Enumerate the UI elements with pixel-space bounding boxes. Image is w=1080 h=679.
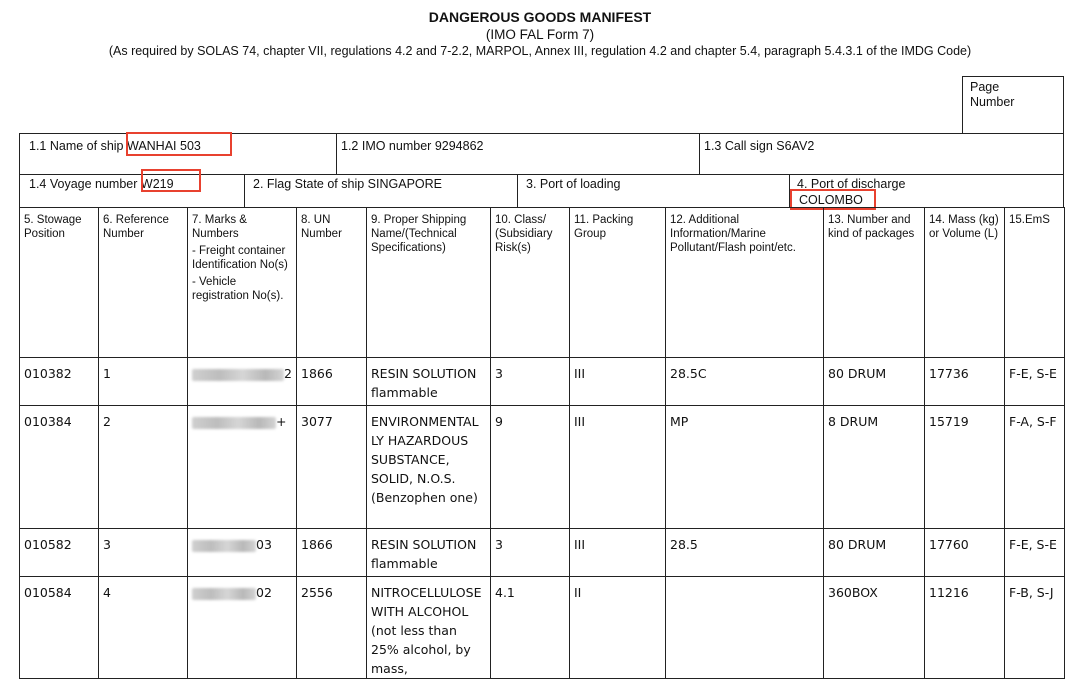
un-cell: 2556 xyxy=(297,577,367,679)
col-header-packing-group: 11. Packing Group xyxy=(570,208,666,358)
marks-cell xyxy=(188,406,297,529)
shipping-name-cell: RESIN SOLUTION flammable xyxy=(367,358,491,406)
port-discharge-value: COLOMBO xyxy=(799,193,863,207)
packing-group-cell: II xyxy=(570,577,666,679)
col-header-stowage: 5. Stowage Position xyxy=(20,208,99,358)
ship-name-value: WANHAI 503 xyxy=(126,139,201,153)
imo-number-field xyxy=(341,139,483,153)
imo-number-value: 9294862 xyxy=(434,139,484,153)
marks-suffix: 03 xyxy=(256,537,272,552)
shipping-name-cell: RESIN SOLUTION flammable xyxy=(367,529,491,577)
mass-cell: 11216 xyxy=(925,577,1005,679)
redacted-marks xyxy=(192,588,256,600)
voyage-number-value: W219 xyxy=(140,177,174,191)
additional-info-cell: 28.5C xyxy=(666,358,824,406)
flag-state-field xyxy=(253,177,442,191)
marks-cell xyxy=(188,358,297,406)
col-header-class: 10. Class/ (Subsidiary Risk(s) xyxy=(491,208,570,358)
reference-cell: 4 xyxy=(99,577,188,679)
table-row xyxy=(20,358,1065,406)
voyage-number-label: 1.4 Voyage number xyxy=(29,177,138,191)
call-sign-value: S6AV2 xyxy=(776,139,815,153)
call-sign-field xyxy=(704,139,814,153)
col-header-marks xyxy=(188,208,297,358)
additional-info-cell: MP xyxy=(666,406,824,529)
un-cell: 3077 xyxy=(297,406,367,529)
redacted-marks xyxy=(192,417,276,429)
mass-cell: 17736 xyxy=(925,358,1005,406)
stowage-cell: 010382 xyxy=(20,358,99,406)
flag-state-label: 2. Flag State of ship xyxy=(253,177,365,191)
shipping-name-cell: ENVIRONMENTAL LY HAZARDOUS SUBSTANCE, SOLID, N.O.S.(Benzophen one) xyxy=(367,406,491,529)
stowage-cell: 010584 xyxy=(20,577,99,679)
regulation-note: (As required by SOLAS 74, chapter VII, regulations 4.2 and 7-2.2, MARPOL, Annex III, regulation 4.2 and chapter 5.4, paragraph 5.4.3.1 of the IMDG Code) xyxy=(108,44,972,58)
mass-cell: 15719 xyxy=(925,406,1005,529)
mass-cell: 17760 xyxy=(925,529,1005,577)
voyage-number-highlight xyxy=(141,169,201,192)
marks-suffix: + xyxy=(276,414,287,429)
packing-group-cell: III xyxy=(570,358,666,406)
col-header-additional-info: 12. Additional Information/Marine Pollutant/Flash point/etc. xyxy=(666,208,824,358)
packing-group-cell: III xyxy=(570,529,666,577)
additional-info-cell xyxy=(666,577,824,679)
additional-info-cell: 28.5 xyxy=(666,529,824,577)
marks-cell xyxy=(188,529,297,577)
redacted-marks xyxy=(192,540,256,552)
col-header-shipping-name: 9. Proper Shipping Name/(Technical Specifications) xyxy=(367,208,491,358)
ship-name-highlight xyxy=(126,132,232,156)
class-cell: 9 xyxy=(491,406,570,529)
class-cell: 4.1 xyxy=(491,577,570,679)
goods-table xyxy=(19,207,1065,679)
port-discharge-label: 4. Port of discharge xyxy=(797,177,906,191)
document-title: DANGEROUS GOODS MANIFEST xyxy=(428,9,652,25)
ems-cell: F-E, S-E xyxy=(1005,529,1065,577)
un-cell: 1866 xyxy=(297,529,367,577)
ship-name-label: 1.1 Name of ship xyxy=(29,139,124,153)
col-header-reference: 6. Reference Number xyxy=(99,208,188,358)
stowage-cell: 010582 xyxy=(20,529,99,577)
marks-item-vehicle: - Vehicle registration No(s). xyxy=(192,276,284,302)
ems-cell: F-E, S-E xyxy=(1005,358,1065,406)
marks-item-container: - Freight container Identification No(s) xyxy=(192,245,288,271)
packages-cell: 8 DRUM xyxy=(824,406,925,529)
redacted-marks xyxy=(192,369,284,381)
class-cell: 3 xyxy=(491,529,570,577)
marks-suffix: 02 xyxy=(256,585,272,600)
port-loading-label: 3. Port of loading xyxy=(526,177,621,191)
ems-cell: F-A, S-F xyxy=(1005,406,1065,529)
packing-group-cell: III xyxy=(570,406,666,529)
packages-cell: 80 DRUM xyxy=(824,529,925,577)
reference-cell: 2 xyxy=(99,406,188,529)
packages-cell: 360BOX xyxy=(824,577,925,679)
col-header-packages: 13. Number and kind of packages xyxy=(824,208,925,358)
form-subtitle: (IMO FAL Form 7) xyxy=(485,27,595,42)
col-header-un: 8. UN Number xyxy=(297,208,367,358)
col-header-ems: 15.EmS xyxy=(1005,208,1065,358)
flag-state-value: SINGAPORE xyxy=(367,177,442,191)
shipping-name-cell: NITROCELLULOSE WITH ALCOHOL (not less than 25% alcohol, by mass, xyxy=(367,577,491,679)
table-row xyxy=(20,406,1065,529)
un-cell: 1866 xyxy=(297,358,367,406)
table-row xyxy=(20,529,1065,577)
imo-number-label: 1.2 IMO number xyxy=(341,139,432,153)
table-row xyxy=(20,577,1065,679)
page-number-label: Page Number xyxy=(970,80,1015,109)
packages-cell: 80 DRUM xyxy=(824,358,925,406)
marks-suffix: 2 xyxy=(284,366,292,381)
stowage-cell: 010384 xyxy=(20,406,99,529)
page-number-box xyxy=(962,76,1064,134)
marks-heading: 7. Marks & Numbers xyxy=(192,214,247,240)
reference-cell: 1 xyxy=(99,358,188,406)
table-header-row xyxy=(20,208,1065,358)
reference-cell: 3 xyxy=(99,529,188,577)
ems-cell: F-B, S-J xyxy=(1005,577,1065,679)
class-cell: 3 xyxy=(491,358,570,406)
call-sign-label: 1.3 Call sign xyxy=(704,139,773,153)
marks-cell xyxy=(188,577,297,679)
col-header-mass: 14. Mass (kg) or Volume (L) xyxy=(925,208,1005,358)
